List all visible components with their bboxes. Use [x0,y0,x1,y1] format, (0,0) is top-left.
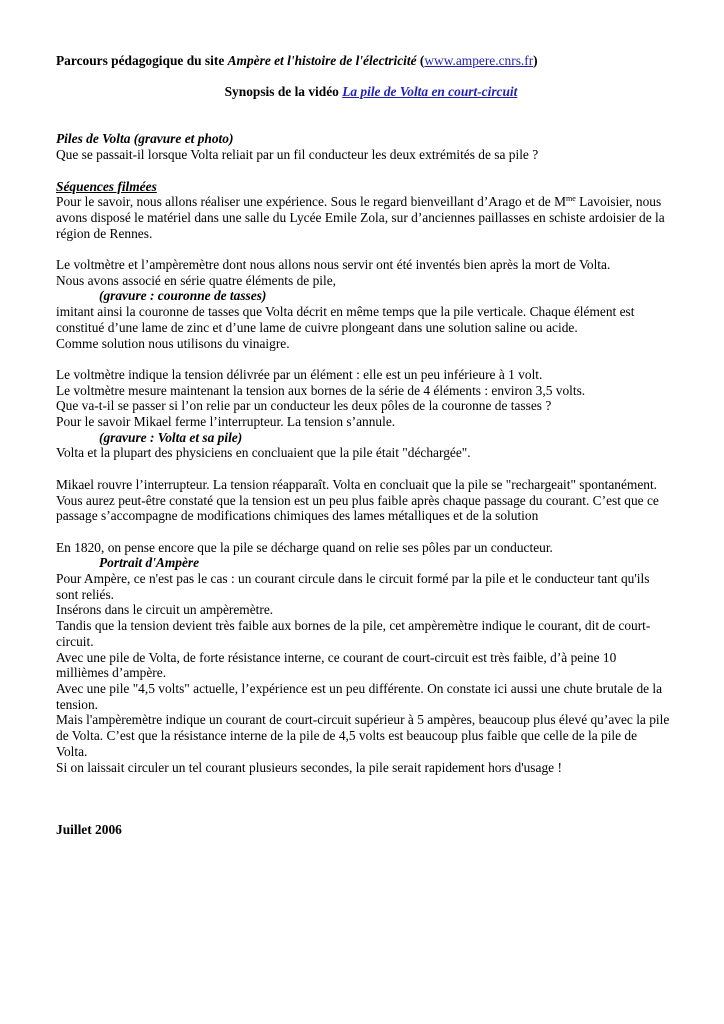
paragraph-line: sont reliés. [56,586,115,602]
paragraph-line: Tandis que la tension devient très faible aux bornes de la pile, cet ampèremètre indique le courant, dit de court- [56,618,651,634]
site-title: Ampère et l'histoire de l'électricité [227,53,417,68]
paragraph-line: de Volta. C’est que la résistance interne de la pile de 4,5 volts est beaucoup plus faible que celle de la pile de [56,728,638,744]
header-paren-close: ) [533,53,538,68]
superscript: me [566,194,576,204]
synopsis-title [56,84,676,100]
document-page [56,53,676,838]
paragraph-line: avons disposé le matériel dans une salle du Lycée Emile Zola, sur d’anciennes paillasses en schiste ardoisier de la [56,209,665,225]
header-prefix: Parcours pédagogique du site [56,53,228,68]
paragraph-line: Le voltmètre mesure maintenant la tension aux bornes de la série de 4 éléments : environ 3,5 volts. [56,382,586,398]
paragraph-line: Nous avons associé en série quatre éléments de pile, [56,272,336,288]
paragraph-line: Le voltmètre et l’ampèremètre dont nous allons nous servir ont été inventés bien après la mort de Volta. [56,257,611,273]
paragraph-line: région de Rennes. [56,225,153,241]
paragraph-line: circuit. [56,633,94,649]
paragraph-line: Pour le savoir, nous allons réaliser une expérience. Sous le regard bienveillant d’Arago et de $M^{me}$ Lavoisier, nous [56,194,662,210]
paragraph-line: Insérons dans le circuit un ampèremètre. [56,602,274,618]
paragraph-line: Pour le savoir Mikael ferme l’interrupteur. La tension s’annule. [56,414,396,430]
paragraph-line: Volta et la plupart des physiciens en concluaient que la pile était "déchargée". [56,445,471,461]
paragraph-line: passage s’accompagne de modifications chimiques des lames métalliques et de la solution [56,508,539,524]
paragraph-line: Vous aurez peut-être constaté que la tension est un peu plus faible après chaque passage du courant. C’est que ce [56,492,659,508]
document-date: Juillet 2006 [56,822,122,838]
paragraph-line: imitant ainsi la couronne de tasses que Volta décrit en même temps que la pile verticale. Chaque élément est [56,304,635,320]
paragraph-line: Si on laissait circuler un tel courant plusieurs secondes, la pile serait rapidement hors d'usage ! [56,759,562,775]
paragraph-line: Avec une pile de Volta, de forte résistance interne, ce courant de court-circuit est très faible, d’à peine 10 [56,649,617,665]
paragraph-line: Mikael rouvre l’interrupteur. La tension réapparaît. Volta en concluait que la pile se "rechargeait" spontanément. [56,476,658,492]
paragraph-line: millièmes d’ampère. [56,665,167,681]
paragraph-line: Avec une pile "4,5 volts" actuelle, l’expérience est un peu différente. On constate ici aussi une chute brutale de la [56,681,663,696]
paragraph-line: Que va-t-il se passer si l’on relie par un conducteur les deux pôles de la couronne de tasses ? [56,398,552,414]
image-caption: Portrait d'Ampère [99,555,200,571]
section-heading-piles: Piles de Volta (gravure et photo) [56,131,234,147]
image-caption: (gravure : Volta et sa pile) [99,429,243,445]
site-url-link[interactable]: www.ampere.cnrs.fr [424,53,534,68]
paragraph-line: tension. [56,696,99,712]
paragraph-line: Le voltmètre indique la tension délivrée par un élément : elle est un peu inférieure à 1 volt. [56,366,543,382]
paragraph-line: En 1820, on pense encore que la pile se décharge quand on relie ses pôles par un conducteur. [56,539,553,555]
header-paren-open: ( [416,53,425,68]
synopsis-prefix: Synopsis de la vidéo [224,84,343,100]
paragraph-line: Volta. [56,743,88,759]
section-piles-text: Que se passait-il lorsque Volta reliait par un fil conducteur les deux extrémités de sa pile ? [56,147,539,163]
paragraph-line: Mais l'ampèremètre indique un courant de court-circuit supérieur à 5 ampères, beaucoup plus élevé qu’avec la pile [56,712,670,728]
video-title-link[interactable]: La pile de Volta en court-circuit [342,84,518,100]
section-heading-sequences: Séquences filmées [56,178,157,194]
paragraph-line: Pour Ampère, ce n'est pas le cas : un courant circule dans le circuit formé par la pile et le conducteur tant qu'ils [56,571,650,587]
image-caption: (gravure : couronne de tasses) [99,288,267,304]
paragraph-line: constitué d’une lame de zinc et d’une lame de cuivre plongeant dans une solution saline ou acide. [56,319,578,335]
document-header [56,53,676,69]
paragraph-line: Comme solution nous utilisons du vinaigre. [56,335,290,351]
